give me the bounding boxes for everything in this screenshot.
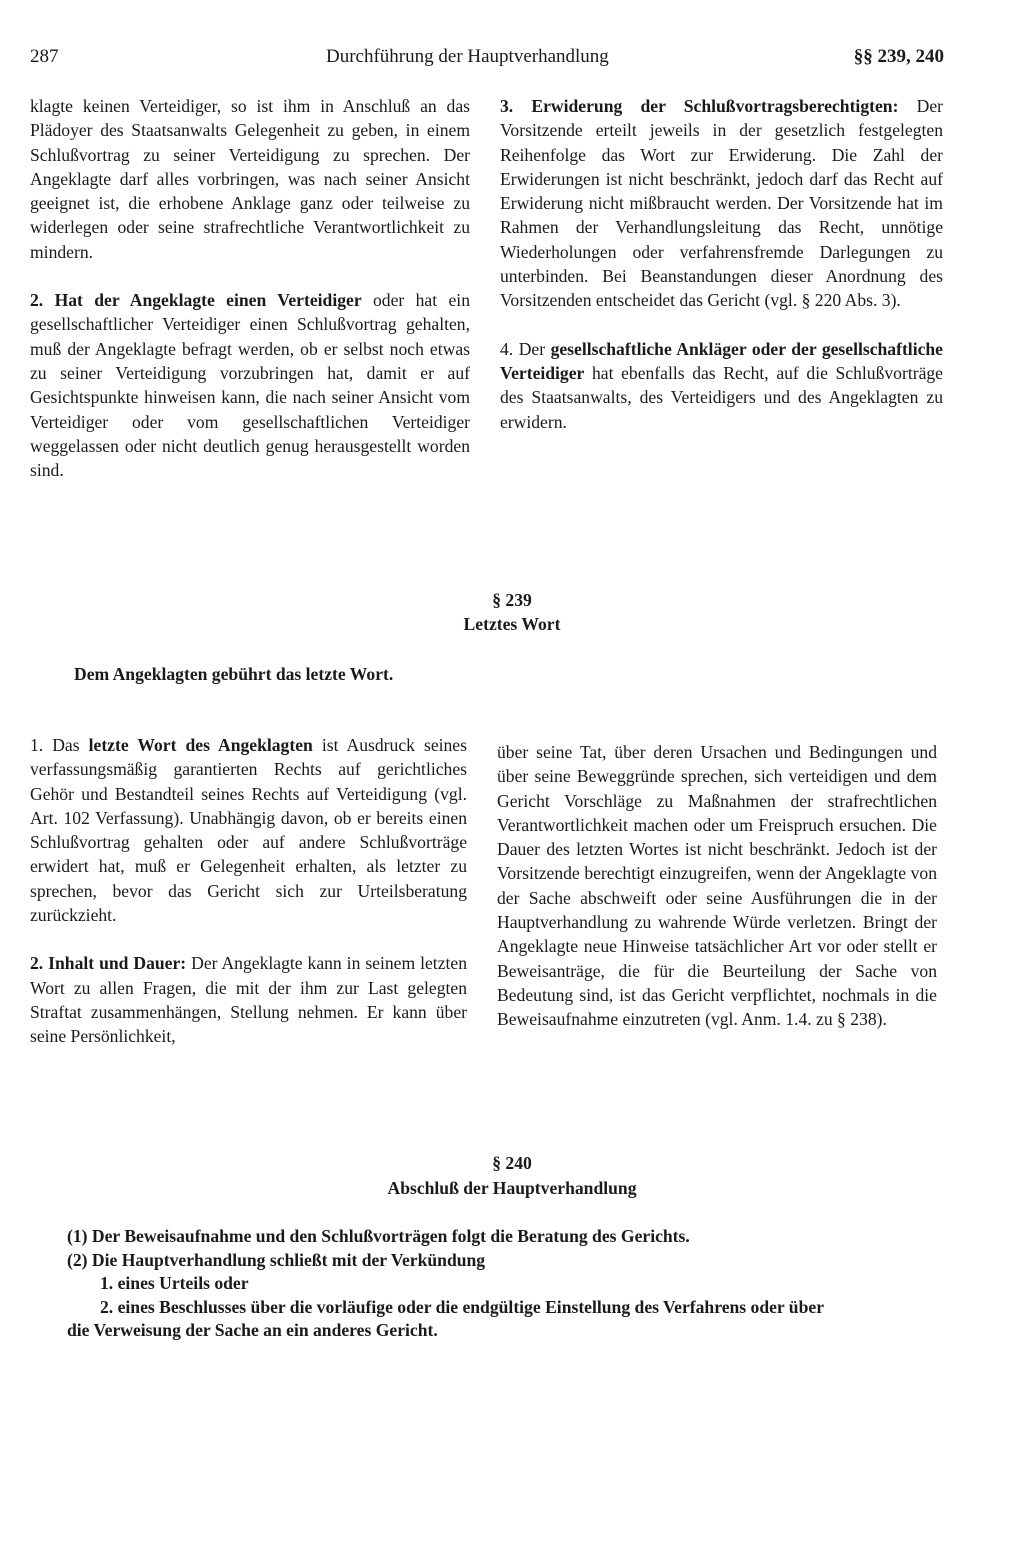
norm-line: (1) Der Beweisaufnahme und den Schlußvorträgen folgt die Beratung des Gerichts. [67, 1226, 690, 1246]
commentary-right-column [497, 740, 937, 1032]
commentary-left-column [30, 733, 467, 1049]
paragraph-emphasis: letzte Wort des Angeklagten [88, 735, 313, 755]
paragraph-text: ist Ausdruck seines verfassungsmäßig garantierten Rechts auf gerichtliches Gehör und Bestandteil seines Rechts auf Verteidigung (vgl. Art. 102 Verfassung). Unabhängig davon, ob er bereits einen Schlußvortrag gehalten oder auf andere Schlußvorträge erwidert hat, muß er Gelegenheit erhalten, als letzter zu sprechen, bevor das Gericht sich zur Urteilsberatung zurückzieht. [30, 735, 467, 926]
paragraph-text: Der Vorsitzende erteilt jeweils in der gesetzlich festgelegten Reihenfolge das Wort zur Erwiderung. Die Zahl der Erwiderungen ist nicht beschränkt, jedoch darf das Recht auf Erwiderung nicht mißbraucht werden. Der Vorsitzende hat im Rahmen der Verhandlungsleitung das Recht, unnötige Wiederholungen oder verfahrensfremde Darlegungen zu unterbinden. Bei Beanstandungen dieser Anordnung des Vorsitzenden entscheidet das Gericht (vgl. § 220 Abs. 3). [500, 96, 943, 311]
section-title: Abschluß der Hauptverhandlung [387, 1178, 637, 1198]
paragraph: über seine Tat, über deren Ursachen und Bedingungen und über seine Beweggründe sprechen, sich verteidigen und dem Gericht Vorschläge zu Maßnahmen der strafrechtlichen Verantwortlichkeit machen oder um Freispruch ersuchen. Die Dauer des letzten Wortes ist nicht beschränkt. Jedoch ist der Vorsitzende berechtigt einzugreifen, wenn der Angeklagte von der Sache abschweift oder seine Ausführungen die in der Hauptverhandlung zu wahrende Würde verletzen. Bringt der Angeklagte neue Hinweise tatsächlicher Art vor oder stellt er Beweisanträge, die für die Beurteilung der Sache von Bedeutung sind, ist das Gericht verpflichtet, nochmals in die Beweisaufnahme einzutreten (vgl. Anm. 1.4. zu § 238). [497, 742, 937, 1030]
paragraph [500, 94, 943, 313]
paragraph-text: oder hat ein gesellschaftlicher Verteidiger einen Schlußvortrag gehalten, muß der Angeklagte befragt werden, ob er selbst noch etwas zu seiner Verteidigung vorzubringen hat, damit er auf Gesichtspunkte hinweisen kann, die nach seiner Ansicht vom Verteidiger oder vom gesellschaftlichen Verteidiger weggelassen oder nicht deutlich genug herausgestellt worden sind. [30, 290, 470, 481]
top-right-column [500, 94, 943, 434]
paragraph-text: hat ebenfalls das Recht, auf die Schlußvorträge des Staatsanwalts, des Verteidigers und des Angeklagten zu erwidern. [500, 362, 943, 432]
section-title: Letztes Wort [463, 614, 561, 634]
top-left-column [30, 94, 470, 482]
paragraph-emphasis: gesellschaftliche Ankläger oder der gesellschaftliche Verteidiger [500, 338, 943, 383]
section-number: § 240 [492, 1153, 532, 1173]
norm-line: (2) Die Hauptverhandlung schließt mit der Verkündung [67, 1249, 486, 1270]
paragraph [30, 733, 467, 927]
norm-text-block [67, 1225, 897, 1343]
paragraph-text: Der Angeklagte kann in seinem letzten Wort zu allen Fragen, die mit der ihm zur Last gelegten Straftat zusammenhängen, Stellung nehmen. Er kann über seine Persönlichkeit, [30, 953, 467, 1047]
paragraph-text: 4. Der [500, 338, 551, 359]
paragraph [30, 288, 470, 482]
paragraph-heading: 3. Erwiderung der Schlußvortragsberechtigten: [500, 96, 899, 116]
norm-line: 1. eines Urteils oder [100, 1273, 249, 1293]
page-number: 287 [30, 46, 59, 67]
paragraph: klagte keinen Verteidiger, so ist ihm in Anschluß an das Plädoyer des Staatsanwalts Gelegenheit zu geben, in einem Schlußvortrag zu seiner Verteidigung zu sprechen. Der Angeklagte darf alles vorbringen, was nach seiner Ansicht geeignet ist, die erhobene Anklage ganz oder teilweise zu widerlegen oder seine strafrechtliche Verantwortlichkeit zu mindern. [30, 96, 470, 262]
paragraph [500, 337, 943, 434]
page-header [30, 46, 944, 76]
norm-line: 2. eines Beschlusses über die vorläufige oder die endgültige Einstellung des Verfahrens oder über [100, 1296, 824, 1317]
section-reference: §§ 239, 240 [853, 46, 944, 67]
norm-text: Dem Angeklagten gebührt das letzte Wort. [74, 664, 394, 684]
norm-line: die Verweisung der Sache an ein anderes Gericht. [67, 1320, 438, 1340]
paragraph [30, 951, 467, 1048]
paragraph-text: 1. Das [30, 735, 89, 755]
section-number: § 239 [492, 590, 532, 610]
paragraph-heading: 2. Inhalt und Dauer: [30, 953, 187, 974]
running-title: Durchführung der Hauptverhandlung [326, 46, 609, 67]
paragraph-heading: 2. Hat der Angeklagte einen Verteidiger [30, 290, 362, 311]
